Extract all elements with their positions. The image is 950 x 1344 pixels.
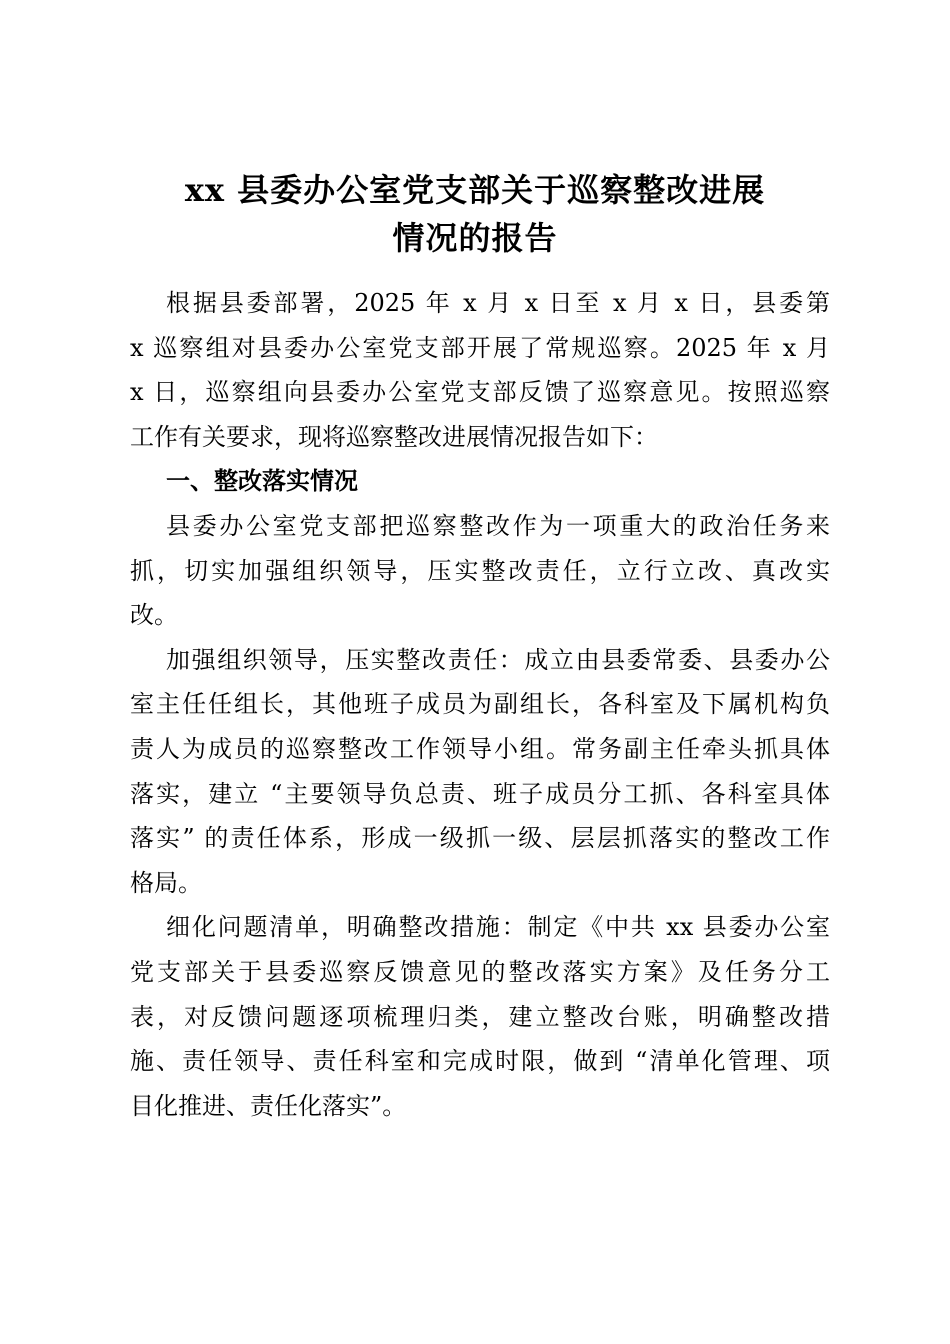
text-line: 细化问题清单，明确整改措施：制定《中共 xx 县委办公室 bbox=[166, 913, 830, 942]
text-line: 县委办公室党支部把巡察整改作为一项重大的政治任务来 bbox=[166, 511, 830, 540]
paragraph bbox=[130, 281, 830, 459]
text-line: 工作有关要求，现将巡察整改进展情况报告如下： bbox=[130, 422, 658, 451]
paragraph bbox=[130, 504, 830, 638]
text-line: 加强组织领导，压实整改责任：成立由县委常委、县委办公 bbox=[166, 645, 830, 674]
text-line: 改。 bbox=[130, 601, 178, 630]
text-line: 施、责任领导、责任科室和完成时限，做到 “清单化管理、项 bbox=[130, 1047, 830, 1076]
section-heading bbox=[130, 459, 830, 504]
paragraph bbox=[130, 905, 830, 1128]
document-body bbox=[130, 281, 830, 1128]
document-title-line-1: xx 县委办公室党支部关于巡察整改进展 bbox=[184, 171, 766, 209]
text-line: 目化推进、责任化落实”。 bbox=[130, 1091, 407, 1120]
text-line: 落实，建立 “主要领导负总责、班子成员分工抓、各科室具体 bbox=[130, 779, 830, 808]
text-line: 格局。 bbox=[130, 868, 202, 897]
text-line: 责人为成员的巡察整改工作领导小组。常务副主任牵头抓具体 bbox=[130, 734, 830, 763]
text-line: 落实” 的责任体系，形成一级抓一级、层层抓落实的整改工作 bbox=[130, 824, 830, 853]
text-line: 室主任任组长，其他班子成员为副组长，各科室及下属机构负 bbox=[130, 690, 830, 719]
text-line: 抓，切实加强组织领导，压实整改责任，立行立改、真改实 bbox=[130, 556, 830, 585]
paragraph bbox=[130, 638, 830, 906]
text-line: x 巡察组对县委办公室党支部开展了常规巡察。2025 年 x 月 bbox=[130, 333, 830, 362]
text-line: x 日，巡察组向县委办公室党支部反馈了巡察意见。按照巡察 bbox=[130, 378, 830, 407]
text-line: 表，对反馈问题逐项梳理归类，建立整改台账，明确整改措 bbox=[130, 1002, 830, 1031]
text-line: 党支部关于县委巡察反馈意见的整改落实方案》及任务分工 bbox=[130, 957, 830, 986]
text-line: 一、整改落实情况 bbox=[166, 466, 358, 496]
text-line: 根据县委部署，2025 年 x 月 x 日至 x 月 x 日，县委第 bbox=[166, 289, 830, 317]
document-title-line-2: 情况的报告 bbox=[392, 219, 558, 257]
